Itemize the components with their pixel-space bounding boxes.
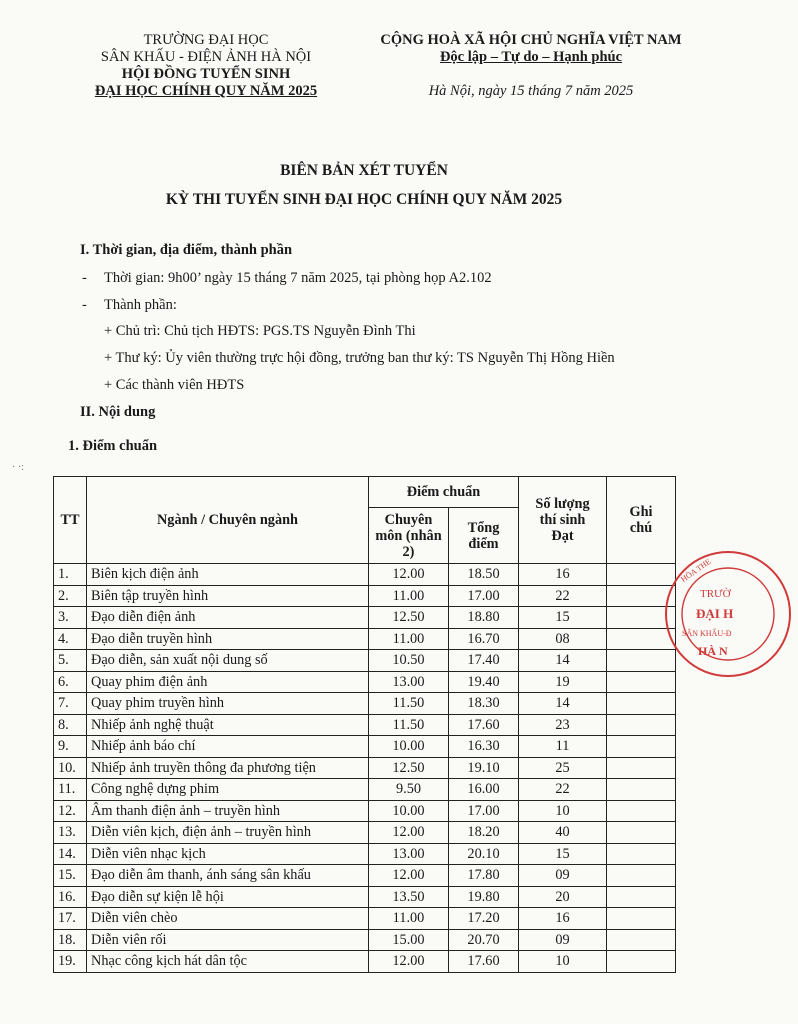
- table-row: [54, 929, 676, 951]
- row-total-score: 18.50: [449, 564, 519, 586]
- row-note: [607, 843, 676, 865]
- table-body: [54, 564, 676, 973]
- row-total-score: 20.10: [449, 843, 519, 865]
- seal-text-mid: ĐẠI H: [696, 606, 734, 621]
- bullet-dash: -: [82, 297, 87, 313]
- row-note: [607, 693, 676, 715]
- row-passed-count: 09: [519, 929, 607, 951]
- row-specialty-score: 11.50: [369, 693, 449, 715]
- row-number: 4.: [54, 628, 87, 650]
- seal-text-bottom: HÀ N: [698, 644, 728, 658]
- row-number: 8.: [54, 714, 87, 736]
- table-row: [54, 908, 676, 930]
- seal-text-low: SÂN KHẤU-Đ: [682, 629, 732, 638]
- university-line2: SÂN KHẤU - ĐIỆN ẢNH HÀ NỘI: [100, 49, 312, 65]
- council-name: HỘI ĐỒNG TUYỂN SINH: [121, 66, 291, 82]
- row-passed-count: 15: [519, 607, 607, 629]
- row-number: 10.: [54, 757, 87, 779]
- row-major: Nhiếp ảnh nghệ thuật: [87, 714, 369, 736]
- row-specialty-score: 11.50: [369, 714, 449, 736]
- row-major: Đạo diễn truyền hình: [87, 628, 369, 650]
- row-specialty-score: 11.00: [369, 585, 449, 607]
- row-note: [607, 800, 676, 822]
- row-number: 13.: [54, 822, 87, 844]
- row-number: 12.: [54, 800, 87, 822]
- header-tt: TT: [54, 477, 87, 564]
- row-passed-count: 14: [519, 650, 607, 672]
- row-note: [607, 714, 676, 736]
- row-major: Đạo diễn âm thanh, ánh sáng sân khấu: [87, 865, 369, 887]
- row-major: Nhạc công kịch hát dân tộc: [87, 951, 369, 973]
- row-major: Công nghệ dựng phim: [87, 779, 369, 801]
- table-row: [54, 585, 676, 607]
- issuer-block: [60, 32, 352, 100]
- row-total-score: 18.30: [449, 693, 519, 715]
- members-label: Thành phần:: [104, 297, 177, 313]
- row-major: Biên kịch điện ảnh: [87, 564, 369, 586]
- row-note: [607, 822, 676, 844]
- row-passed-count: 23: [519, 714, 607, 736]
- row-total-score: 16.30: [449, 736, 519, 758]
- row-note: [607, 886, 676, 908]
- row-total-score: 16.00: [449, 779, 519, 801]
- header-note: Ghi chú: [607, 477, 676, 564]
- row-number: 16.: [54, 886, 87, 908]
- row-passed-count: 08: [519, 628, 607, 650]
- row-number: 7.: [54, 693, 87, 715]
- row-number: 14.: [54, 843, 87, 865]
- row-number: 17.: [54, 908, 87, 930]
- university-line1: TRƯỜNG ĐẠI HỌC: [143, 32, 269, 48]
- row-passed-count: 10: [519, 800, 607, 822]
- table-row: [54, 779, 676, 801]
- chair-line: + Chủ trì: Chủ tịch HĐTS: PGS.TS Nguyễn Đình Thi: [104, 323, 416, 339]
- row-note: [607, 779, 676, 801]
- row-passed-count: 14: [519, 693, 607, 715]
- row-passed-count: 15: [519, 843, 607, 865]
- row-total-score: 17.60: [449, 714, 519, 736]
- row-number: 5.: [54, 650, 87, 672]
- row-passed-count: 09: [519, 865, 607, 887]
- row-total-score: 18.80: [449, 607, 519, 629]
- row-passed-count: 25: [519, 757, 607, 779]
- row-number: 11.: [54, 779, 87, 801]
- row-specialty-score: 13.50: [369, 886, 449, 908]
- row-number: 3.: [54, 607, 87, 629]
- header-total: Tổng điểm: [449, 508, 519, 564]
- table-row: [54, 822, 676, 844]
- row-passed-count: 40: [519, 822, 607, 844]
- members-line: + Các thành viên HĐTS: [104, 377, 245, 393]
- table-row: [54, 736, 676, 758]
- row-note: [607, 951, 676, 973]
- table-row: [54, 564, 676, 586]
- table-row: [54, 671, 676, 693]
- official-seal: [658, 544, 734, 684]
- row-major: Quay phim điện ảnh: [87, 671, 369, 693]
- row-passed-count: 16: [519, 564, 607, 586]
- row-specialty-score: 12.00: [369, 564, 449, 586]
- table-row: [54, 607, 676, 629]
- section-2-heading: II. Nội dung: [80, 404, 156, 420]
- scan-speck: · ·:: [12, 462, 24, 473]
- row-specialty-score: 13.00: [369, 843, 449, 865]
- row-major: Biên tập truyền hình: [87, 585, 369, 607]
- seal-ring-text: HÒA THE: [679, 556, 713, 584]
- row-number: 18.: [54, 929, 87, 951]
- row-specialty-score: 10.50: [369, 650, 449, 672]
- row-total-score: 17.80: [449, 865, 519, 887]
- table-row: [54, 693, 676, 715]
- row-total-score: 17.40: [449, 650, 519, 672]
- row-specialty-score: 15.00: [369, 929, 449, 951]
- section-1-heading: I. Thời gian, địa điểm, thành phần: [80, 242, 293, 258]
- document-subtitle: KỲ THI TUYỂN SINH ĐẠI HỌC CHÍNH QUY NĂM 2025: [165, 191, 563, 208]
- row-major: Đạo diễn, sản xuất nội dung số: [87, 650, 369, 672]
- row-specialty-score: 9.50: [369, 779, 449, 801]
- row-major: Đạo diễn sự kiện lễ hội: [87, 886, 369, 908]
- subsection-heading: 1. Điểm chuẩn: [68, 438, 158, 454]
- row-passed-count: 22: [519, 585, 607, 607]
- seal-text-top: TRƯỜ: [700, 588, 731, 600]
- row-major: Nhiếp ảnh truyền thông đa phương tiện: [87, 757, 369, 779]
- row-specialty-score: 12.00: [369, 865, 449, 887]
- row-number: 6.: [54, 671, 87, 693]
- row-specialty-score: 11.00: [369, 908, 449, 930]
- row-note: [607, 865, 676, 887]
- row-total-score: 19.80: [449, 886, 519, 908]
- row-total-score: 20.70: [449, 929, 519, 951]
- row-number: 19.: [54, 951, 87, 973]
- table-row: [54, 843, 676, 865]
- table-row: [54, 865, 676, 887]
- table-row: [54, 951, 676, 973]
- row-major: Diễn viên rối: [87, 929, 369, 951]
- row-passed-count: 10: [519, 951, 607, 973]
- row-total-score: 18.20: [449, 822, 519, 844]
- row-passed-count: 16: [519, 908, 607, 930]
- program-year: ĐẠI HỌC CHÍNH QUY NĂM 2025: [94, 83, 318, 99]
- row-passed-count: 22: [519, 779, 607, 801]
- row-number: 15.: [54, 865, 87, 887]
- header-count: Số lượng thí sinh Đạt: [519, 477, 607, 564]
- row-total-score: 17.20: [449, 908, 519, 930]
- row-note: [607, 908, 676, 930]
- secretary-line: + Thư ký: Ủy viên thường trực hội đồng, trưởng ban thư ký: TS Nguyễn Thị Hồng Hiền: [104, 350, 615, 366]
- table-row: [54, 800, 676, 822]
- table-row: [54, 628, 676, 650]
- table-row: [54, 886, 676, 908]
- row-specialty-score: 12.50: [369, 757, 449, 779]
- row-number: 1.: [54, 564, 87, 586]
- row-note: [607, 929, 676, 951]
- row-specialty-score: 12.50: [369, 607, 449, 629]
- row-passed-count: 20: [519, 886, 607, 908]
- row-major: Diễn viên kịch, điện ảnh – truyền hình: [87, 822, 369, 844]
- row-specialty-score: 13.00: [369, 671, 449, 693]
- national-motto-block: [372, 32, 690, 100]
- row-total-score: 17.60: [449, 951, 519, 973]
- row-major: Đạo diễn điện ảnh: [87, 607, 369, 629]
- table-row: [54, 650, 676, 672]
- document-date: Hà Nội, ngày 15 tháng 7 năm 2025: [428, 83, 634, 99]
- bullet-dash: -: [82, 270, 87, 286]
- document-title: BIÊN BẢN XÉT TUYỂN: [280, 162, 448, 179]
- table-row: [54, 714, 676, 736]
- row-major: Diễn viên chèo: [87, 908, 369, 930]
- seal-circle-icon: [658, 544, 798, 684]
- row-major: Nhiếp ảnh báo chí: [87, 736, 369, 758]
- row-total-score: 19.10: [449, 757, 519, 779]
- row-major: Âm thanh điện ảnh – truyền hình: [87, 800, 369, 822]
- row-number: 2.: [54, 585, 87, 607]
- national-title: CỘNG HOÀ XÃ HỘI CHỦ NGHĨA VIỆT NAM: [380, 32, 682, 48]
- row-major: Diễn viên nhạc kịch: [87, 843, 369, 865]
- header-specialty: Chuyên môn (nhân 2): [369, 508, 449, 564]
- admission-score-table: [53, 476, 676, 973]
- row-number: 9.: [54, 736, 87, 758]
- national-motto: Độc lập – Tự do – Hạnh phúc: [439, 49, 623, 65]
- row-specialty-score: 11.00: [369, 628, 449, 650]
- meeting-time: Thời gian: 9h00’ ngày 15 tháng 7 năm 2025, tại phòng họp A2.102: [104, 270, 492, 286]
- row-note: [607, 736, 676, 758]
- row-specialty-score: 12.00: [369, 822, 449, 844]
- row-specialty-score: 12.00: [369, 951, 449, 973]
- row-total-score: 17.00: [449, 585, 519, 607]
- row-major: Quay phim truyền hình: [87, 693, 369, 715]
- header-major: Ngành / Chuyên ngành: [87, 477, 369, 564]
- table-header-row: [54, 477, 676, 508]
- row-total-score: 16.70: [449, 628, 519, 650]
- row-note: [607, 757, 676, 779]
- row-specialty-score: 10.00: [369, 736, 449, 758]
- table-row: [54, 757, 676, 779]
- row-passed-count: 11: [519, 736, 607, 758]
- row-total-score: 17.00: [449, 800, 519, 822]
- header-score-group: Điểm chuẩn: [369, 477, 519, 508]
- row-specialty-score: 10.00: [369, 800, 449, 822]
- row-passed-count: 19: [519, 671, 607, 693]
- row-total-score: 19.40: [449, 671, 519, 693]
